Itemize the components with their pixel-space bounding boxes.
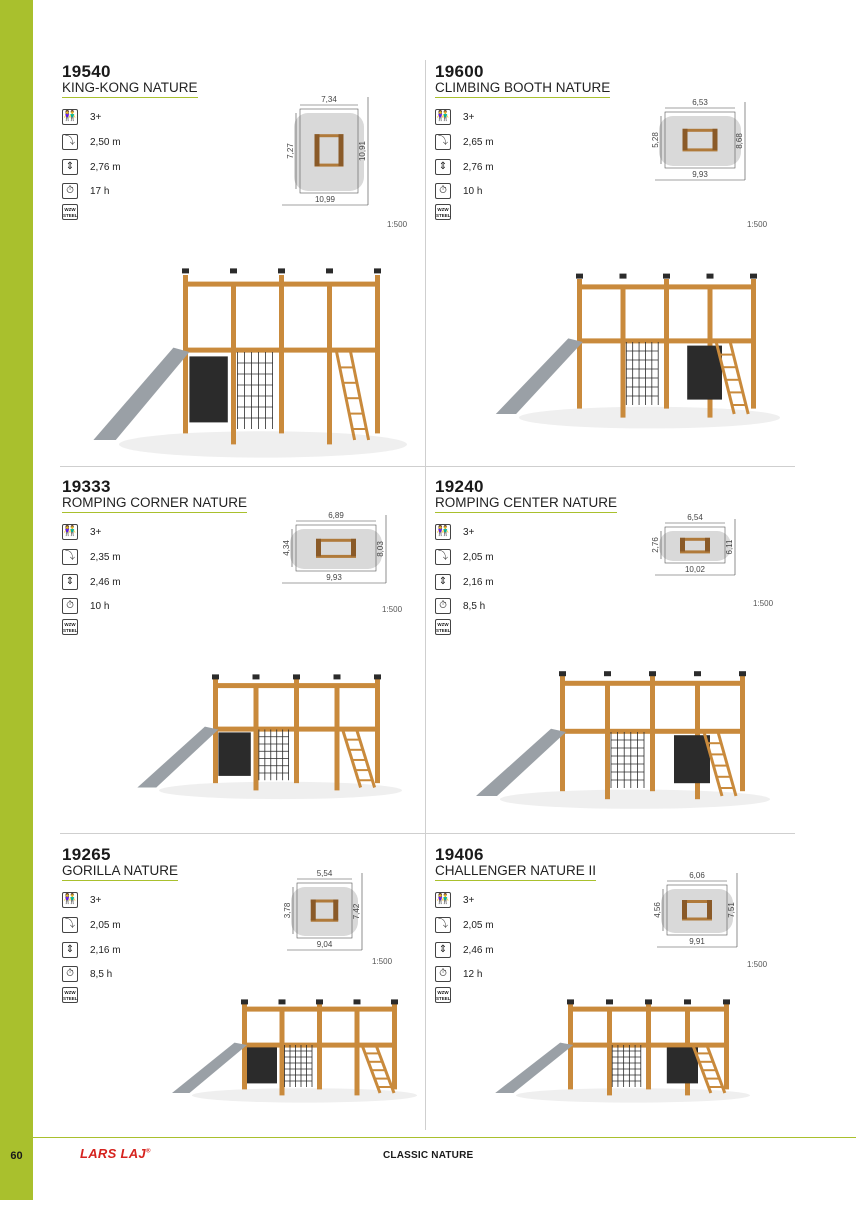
spec-value: 3+	[90, 526, 102, 538]
spec-row-height	[62, 941, 121, 959]
equipment-post	[682, 900, 687, 919]
product-illustration	[167, 985, 417, 1105]
clock-icon: ⏱	[435, 598, 451, 614]
wooden-post	[607, 1009, 612, 1095]
slide	[496, 338, 583, 414]
ground-shadow	[519, 407, 780, 429]
climbing-wall	[687, 346, 722, 400]
dim-bottom: 9,93	[692, 170, 708, 179]
spec-value: 17 h	[90, 185, 110, 197]
wooden-post	[280, 1009, 285, 1095]
fall-height-icon: ⤵	[62, 134, 78, 150]
steel-badge-icon	[435, 619, 451, 635]
ground-shadow	[119, 431, 407, 457]
post-cap	[567, 999, 574, 1004]
equipment-post	[316, 539, 321, 556]
wooden-post	[231, 286, 236, 444]
spec-row-install-time	[435, 182, 482, 200]
equipment-post	[351, 539, 356, 556]
product-illustration	[470, 652, 770, 812]
dim-left: 3,78	[283, 902, 292, 919]
spec-value: 2,76 m	[90, 161, 121, 173]
spec-value: 8,5 h	[463, 600, 486, 612]
dim-top: 6,89	[328, 511, 344, 520]
wooden-beam	[183, 282, 375, 287]
platform-deck	[242, 1043, 392, 1048]
section-title: CLASSIC NATURE	[383, 1150, 474, 1161]
footprint-svg	[653, 871, 742, 965]
wooden-post	[279, 275, 284, 433]
dim-right: 6,11	[725, 539, 734, 555]
equipment-beam	[316, 555, 356, 558]
equipment-beam	[683, 148, 718, 151]
dim-right: 10,91	[358, 140, 367, 162]
post-cap	[182, 268, 189, 273]
age-icon: 👫	[435, 524, 451, 540]
spec-row-install-time	[435, 965, 482, 983]
platform-deck	[577, 338, 751, 343]
dim-bottom: 10,99	[314, 195, 336, 204]
spec-value: 3+	[463, 111, 475, 123]
platform-deck	[213, 727, 375, 732]
spec-row-age	[62, 108, 101, 126]
spec-row-fall-height	[435, 548, 494, 566]
product-illustration	[87, 242, 407, 462]
safety-zone	[294, 113, 364, 191]
post-cap	[739, 671, 746, 676]
footprint-diagram	[651, 98, 745, 202]
footprint-svg	[282, 97, 382, 217]
wooden-post	[335, 686, 340, 790]
post-cap	[212, 674, 219, 679]
clock-icon: ⏱	[435, 966, 451, 982]
post-cap	[334, 674, 341, 679]
wooden-beam	[213, 683, 375, 688]
product-name: GORILLA NATURE	[62, 863, 178, 881]
post-cap	[241, 999, 248, 1004]
material-label: STEEL	[63, 996, 78, 1001]
spec-row-install-time	[62, 182, 109, 200]
steel-badge-icon	[62, 204, 78, 220]
platform-deck	[183, 348, 375, 353]
spec-row-age	[435, 108, 474, 126]
post-cap	[316, 999, 323, 1004]
spec-row-fall-height	[62, 548, 121, 566]
spec-value: 10 h	[90, 600, 110, 612]
spec-row-age	[62, 523, 101, 541]
spec-value: 2,05 m	[90, 919, 121, 931]
post-cap	[684, 999, 691, 1004]
spec-row-fall-height	[62, 133, 121, 151]
product-card	[435, 62, 805, 434]
product-name: ROMPING CENTER NATURE	[435, 495, 617, 513]
equipment-post	[707, 900, 712, 919]
dim-left: 4,34	[282, 540, 291, 556]
product-card	[435, 845, 805, 1217]
spec-value: 2,76 m	[463, 161, 494, 173]
spec-row-install-time	[62, 597, 109, 615]
footer-rule	[33, 1137, 856, 1138]
wooden-beam	[568, 1007, 724, 1012]
wooden-post	[664, 279, 669, 409]
fall-height-icon: ⤵	[435, 134, 451, 150]
product-illustration	[490, 985, 750, 1105]
climbing-wall	[189, 356, 227, 422]
spec-row-height	[62, 158, 121, 176]
product-code: 19265	[62, 845, 111, 864]
clock-icon: ⏱	[62, 966, 78, 982]
post-cap	[374, 268, 381, 273]
drawing-scale: 1:500	[747, 960, 768, 969]
dim-top: 5,54	[316, 869, 333, 878]
post-cap	[391, 999, 398, 1004]
material-label: WZW	[437, 990, 449, 995]
material-label: WZW	[437, 207, 449, 212]
height-icon: ⇕	[435, 942, 451, 958]
dim-right: 7,42	[352, 903, 361, 920]
spec-row-install-time	[62, 965, 112, 983]
spec-value: 3+	[463, 894, 475, 906]
spec-row-fall-height	[62, 916, 121, 934]
footprint-svg	[282, 511, 392, 605]
product-illustration	[132, 657, 402, 802]
equipment-post	[333, 900, 338, 921]
material-label: STEEL	[63, 628, 78, 633]
post-cap	[230, 268, 237, 273]
wooden-beam	[242, 1007, 392, 1012]
post-cap	[559, 671, 566, 676]
material-label: STEEL	[436, 996, 451, 1001]
post-cap	[354, 999, 361, 1004]
dim-top: 6,54	[687, 513, 703, 522]
spec-value: 2,50 m	[90, 136, 121, 148]
row-divider	[60, 466, 795, 467]
slide	[93, 348, 189, 440]
material-label: WZW	[64, 622, 76, 627]
post-cap	[374, 674, 381, 679]
product-card	[62, 62, 432, 434]
post-cap	[663, 274, 670, 279]
spec-value: 2,16 m	[463, 576, 494, 588]
safety-zone	[291, 887, 358, 936]
equipment-post	[713, 129, 718, 150]
product-code: 19240	[435, 477, 484, 496]
material-label: STEEL	[436, 213, 451, 218]
spec-row-height	[435, 158, 494, 176]
dim-top: 7,34	[321, 95, 337, 104]
post-cap	[606, 999, 613, 1004]
wooden-post	[724, 1003, 729, 1089]
post-cap	[620, 274, 627, 279]
equipment-post	[339, 134, 344, 166]
footprint-diagram	[283, 869, 367, 963]
climbing-wall	[674, 735, 710, 783]
spec-row-height	[435, 941, 494, 959]
wooden-post	[740, 676, 745, 791]
post-cap	[293, 674, 300, 679]
climbing-wall	[667, 1047, 698, 1083]
climbing-wall	[218, 732, 250, 776]
equipment-post	[683, 129, 688, 150]
material-label: STEEL	[436, 628, 451, 633]
slide	[495, 1043, 573, 1093]
spec-row-age	[435, 523, 474, 541]
clock-icon: ⏱	[435, 183, 451, 199]
spec-row-age	[435, 891, 474, 909]
safety-zone	[290, 529, 382, 569]
wooden-beam	[560, 681, 740, 686]
height-icon: ⇕	[435, 574, 451, 590]
wooden-post	[355, 1009, 360, 1095]
safety-zone	[659, 116, 741, 166]
spec-value: 2,65 m	[463, 136, 494, 148]
brand-logo: LARS LAJ®	[80, 1146, 151, 1161]
drawing-scale: 1:500	[387, 220, 408, 229]
fall-height-icon: ⤵	[435, 917, 451, 933]
post-cap	[750, 274, 757, 279]
wooden-beam	[577, 284, 751, 289]
product-card	[62, 845, 432, 1217]
product-name: KING-KONG NATURE	[62, 80, 198, 98]
height-icon: ⇕	[62, 159, 78, 175]
wooden-post	[605, 684, 610, 799]
product-name: CLIMBING BOOTH NATURE	[435, 80, 610, 98]
dim-left: 7,27	[286, 143, 295, 159]
spec-value: 2,35 m	[90, 551, 121, 563]
spec-row-install-time	[435, 597, 485, 615]
dim-left: 4,56	[653, 902, 662, 918]
height-icon: ⇕	[62, 942, 78, 958]
wooden-post	[254, 686, 259, 790]
slide	[172, 1043, 247, 1093]
age-icon: 👫	[435, 892, 451, 908]
product-code: 19333	[62, 477, 111, 496]
climbing-wall	[247, 1047, 277, 1083]
post-cap	[707, 274, 714, 279]
drawing-scale: 1:500	[372, 957, 393, 966]
spec-value: 3+	[90, 894, 102, 906]
ground-shadow	[500, 790, 770, 809]
wooden-post	[375, 275, 380, 433]
ground-shadow	[516, 1088, 750, 1102]
post-cap	[576, 274, 583, 279]
height-icon: ⇕	[435, 159, 451, 175]
steel-badge-icon	[62, 987, 78, 1003]
post-cap	[645, 999, 652, 1004]
spec-row-age	[62, 891, 101, 909]
spec-row-fall-height	[435, 133, 494, 151]
height-icon: ⇕	[62, 574, 78, 590]
slide	[137, 727, 218, 788]
post-cap	[253, 674, 260, 679]
steel-badge-icon	[62, 619, 78, 635]
dim-right: 7,51	[727, 902, 736, 918]
dim-top: 6,06	[689, 871, 705, 880]
dim-left: 2,76	[651, 537, 660, 553]
product-code: 19600	[435, 62, 484, 81]
age-icon: 👫	[62, 892, 78, 908]
spec-value: 2,05 m	[463, 919, 494, 931]
steel-badge-icon	[435, 987, 451, 1003]
wooden-post	[621, 288, 626, 418]
product-code: 19540	[62, 62, 111, 81]
ground-shadow	[192, 1088, 417, 1102]
age-icon: 👫	[435, 109, 451, 125]
side-color-bar	[0, 0, 33, 1200]
spec-value: 2,16 m	[90, 944, 121, 956]
drawing-scale: 1:500	[382, 605, 403, 614]
spec-row-height	[62, 573, 121, 591]
dim-bottom: 9,04	[316, 940, 333, 949]
safety-zone	[659, 531, 731, 561]
drawing-scale: 1:500	[747, 220, 768, 229]
age-icon: 👫	[62, 524, 78, 540]
material-label: WZW	[64, 990, 76, 995]
post-cap	[326, 268, 333, 273]
footprint-svg	[651, 513, 735, 599]
page-number: 60	[10, 1150, 23, 1162]
post-cap	[278, 268, 285, 273]
fall-height-icon: ⤵	[62, 917, 78, 933]
dim-top: 6,53	[692, 98, 708, 107]
product-card	[62, 477, 432, 849]
product-card	[435, 477, 805, 849]
footprint-svg	[651, 98, 745, 202]
spec-value: 12 h	[463, 968, 483, 980]
dim-right: 8,68	[735, 133, 744, 149]
equipment-beam	[316, 539, 356, 542]
platform-deck	[560, 729, 740, 734]
spec-row-fall-height	[435, 916, 494, 934]
equipment-post	[311, 900, 316, 921]
post-cap	[694, 671, 701, 676]
age-icon: 👫	[62, 109, 78, 125]
spec-value: 2,46 m	[90, 576, 121, 588]
spec-value: 2,46 m	[463, 944, 494, 956]
dim-bottom: 9,93	[326, 573, 342, 582]
wooden-post	[375, 679, 380, 783]
fall-height-icon: ⤵	[62, 549, 78, 565]
fall-height-icon: ⤵	[435, 549, 451, 565]
equipment-beam	[683, 129, 718, 132]
footprint-diagram	[282, 511, 392, 605]
dim-left: 5,28	[651, 132, 660, 148]
footprint-diagram	[282, 97, 382, 217]
clock-icon: ⏱	[62, 598, 78, 614]
product-name: CHALLENGER NATURE II	[435, 863, 596, 881]
post-cap	[649, 671, 656, 676]
platform-deck	[568, 1043, 724, 1048]
footprint-diagram	[653, 871, 742, 965]
wooden-post	[751, 279, 756, 409]
spec-row-height	[435, 573, 494, 591]
equipment-post	[680, 538, 685, 552]
spec-value: 2,05 m	[463, 551, 494, 563]
material-label: WZW	[64, 207, 76, 212]
footprint-svg	[283, 869, 367, 963]
material-label: WZW	[437, 622, 449, 627]
material-label: STEEL	[63, 213, 78, 218]
spec-value: 10 h	[463, 185, 483, 197]
equipment-post	[315, 134, 320, 166]
slide	[476, 729, 566, 796]
dim-bottom: 9,91	[689, 937, 705, 946]
footprint-diagram	[651, 513, 735, 599]
product-name: ROMPING CORNER NATURE	[62, 495, 247, 513]
spec-value: 3+	[90, 111, 102, 123]
ground-shadow	[159, 782, 402, 799]
post-cap	[604, 671, 611, 676]
dim-right: 8,03	[376, 541, 385, 557]
steel-badge-icon	[435, 204, 451, 220]
clock-icon: ⏱	[62, 183, 78, 199]
equipment-post	[705, 538, 710, 552]
drawing-scale: 1:500	[753, 599, 774, 608]
wooden-post	[327, 286, 332, 444]
product-illustration	[490, 252, 780, 432]
wooden-post	[392, 1003, 397, 1089]
spec-value: 3+	[463, 526, 475, 538]
product-code: 19406	[435, 845, 484, 864]
post-cap	[279, 999, 286, 1004]
dim-bottom: 10,02	[684, 565, 706, 574]
post-cap	[723, 999, 730, 1004]
spec-value: 8,5 h	[90, 968, 113, 980]
safety-zone	[661, 889, 733, 933]
